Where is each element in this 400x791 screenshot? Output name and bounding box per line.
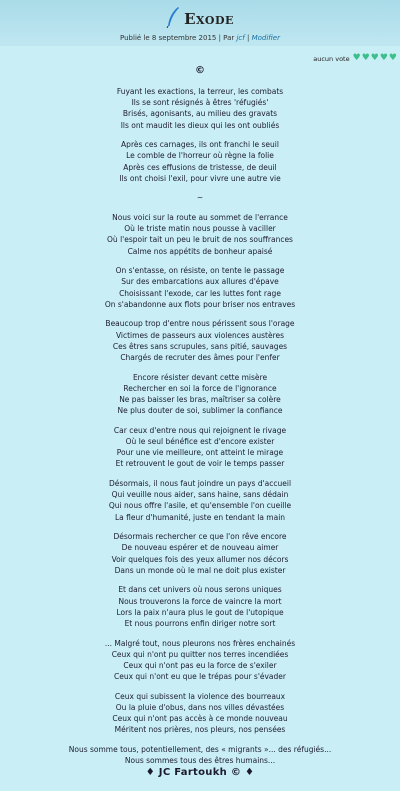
poem-line: Ou la pluie d'obus, dans nos villes dévastées (115, 703, 285, 713)
poem-line: Lors la paix n'aura plus le gout de l'utopique (116, 607, 284, 617)
poem-stanza (0, 531, 400, 576)
poem-line: Après ces carnages, ils ont franchi le seuil (121, 140, 279, 150)
heart-icon[interactable]: ♥ (388, 53, 397, 63)
poem-line: Dans un monde où le mal ne doit plus exister (114, 565, 286, 575)
poem-line: La fleur d'humanité, juste en tendant la main (114, 512, 286, 522)
poem-line: ... Malgré tout, nous pleurons nos frères enchainés (104, 638, 296, 648)
poem-line: Ceux qui n'ont pu quitter nos terres incendiées (111, 649, 289, 659)
poem-line: Fuyant les exactions, la terreur, les combats (116, 87, 284, 96)
poem-line: Encore résister devant cette misère (132, 372, 268, 382)
poem-stanza (0, 425, 400, 470)
vote-count-label: aucun vote (313, 54, 350, 63)
poem-line: Chargés de recruter des âmes pour l'enfer (120, 353, 280, 363)
poem-line: Ne pas baisser les bras, maîtriser sa colère (119, 395, 281, 405)
poem-stanza (0, 584, 400, 629)
poem-line: De nouveau espérer et de nouveau aimer (121, 543, 279, 553)
poem-line: Où le triste matin nous pousse à vaciller (124, 224, 276, 234)
poem-line: Ils ont maudit les dieux qui les ont oubliés (120, 120, 280, 130)
author-signature: ♦ JC Fartoukh © ♦ (145, 767, 255, 778)
author-link[interactable]: jcf (236, 34, 245, 42)
poem-line: Et dans cet univers où nous serons uniques (118, 585, 282, 595)
heart-icon[interactable]: ♥ (352, 53, 361, 63)
poem-line: Nous trouverons la force de vaincre la mort (118, 596, 282, 606)
poem-line: ~ (196, 193, 204, 203)
poem-stanza (0, 86, 400, 131)
poem-stanza (0, 192, 400, 203)
poem-line: Nous somme tous, potentiellement, des « migrants »... des réfugiés... (68, 745, 332, 755)
poem-line: Choisissant l'exode, car les luttes font rage (119, 288, 281, 298)
published-date: Publié le 8 septembre 2015 | Par (120, 34, 235, 42)
poem-line: On s'abandonne aux flots pour briser nos entraves (104, 299, 296, 309)
poem-line: Nous voici sur la route au sommet de l'errance (112, 213, 288, 222)
quill-icon (166, 6, 180, 32)
poem-line: Voir quelques fois des yeux allumer nos décors (111, 554, 289, 564)
poem-line: Ils ont choisi l'exil, pour vivre une autre vie (119, 173, 281, 183)
poem-line: Brisés, agonisants, au milieu des gravats (122, 109, 278, 119)
poem-line: Ceux qui n'ont pas eu la force de s'exiler (123, 661, 277, 671)
poem-line: Ils se sont résignés à êtres 'réfugiés' (131, 98, 269, 108)
title-row (0, 6, 400, 32)
poem-line: Où le seul bénéfice est d'encore exister (125, 437, 275, 447)
heart-icon[interactable]: ♥ (361, 53, 370, 63)
poem-stanza (0, 372, 400, 417)
poem-line: Ceux qui n'ont eu que le trépas pour s'évader (113, 672, 286, 682)
poem-body (0, 86, 400, 775)
poem-line: Calme nos appétits de bonheur apaisé (127, 246, 273, 256)
poem-stanza (0, 318, 400, 363)
poem-line: Ceux qui n'ont pas accès à ce monde nouveau (112, 714, 288, 724)
copyright-mark: © (195, 65, 205, 76)
poem-line: Rechercher en soi la force de l'ignorance (123, 383, 277, 393)
poem-line: Ces êtres sans scrupules, sans pitié, sauvages (112, 341, 288, 351)
poem-stanza (0, 212, 400, 257)
post-meta (0, 34, 400, 42)
poem-stanza (0, 744, 400, 766)
poem-line: Beaucoup trop d'entre nous périssent sous l'orage (105, 319, 295, 329)
poem-line: Qui nous offre l'asile, et qu'ensemble l'on cueille (108, 501, 292, 511)
poem-line: Le comble de l'horreur où règne la folie (126, 151, 274, 161)
page-title: Exode (184, 10, 234, 28)
poem-line: Ne plus douter de soi, sublimer la confiance (117, 406, 283, 416)
poem-stanza (0, 139, 400, 184)
poem-line: Nous sommes tous des êtres humains... (124, 756, 276, 766)
poem-line: Désormais, il nous faut joindre un pays d'accueil (108, 479, 292, 489)
poem-line: Et nous pourrons enfin diriger notre sort (124, 619, 276, 629)
poem-line: Après ces effusions de tristesse, de deuil (123, 162, 277, 172)
poem-line: Qui veuille nous aider, sans haine, sans dédain (111, 490, 289, 500)
poem-line: Et retrouvent le gout de voir le temps passer (115, 459, 285, 469)
poem-stanza (0, 478, 400, 523)
poem-line: Où l'espoir tait un peu le bruit de nos souffrances (107, 235, 293, 245)
poem-stanza (0, 691, 400, 736)
poem-line: On s'entasse, on résiste, on tente le passage (115, 266, 285, 276)
poem-line: Victimes de passeurs aux violences austères (115, 330, 285, 340)
meta-separator: | (246, 34, 250, 42)
poem-line: Désormais rechercher ce que l'on rêve encore (113, 532, 287, 542)
poem-line: Sur des embarcations aux allures d'épave (121, 277, 279, 287)
poem-stanza (0, 638, 400, 683)
poem-stanza (0, 265, 400, 310)
poem-line: Car ceux d'entre nous qui rejoignent le rivage (113, 425, 287, 435)
poem-line: Méritent nos prières, nos pleurs, nos pensées (114, 725, 286, 735)
heart-icon[interactable]: ♥ (370, 53, 379, 63)
heart-icon[interactable]: ♥ (379, 53, 388, 63)
vote-widget (313, 54, 397, 63)
poem-line: Ceux qui subissent la violence des bourreaux (114, 691, 286, 701)
poem-line: Pour une vie meilleure, ont atteint le mirage (116, 448, 284, 458)
modify-link[interactable]: Modifier (251, 34, 280, 42)
